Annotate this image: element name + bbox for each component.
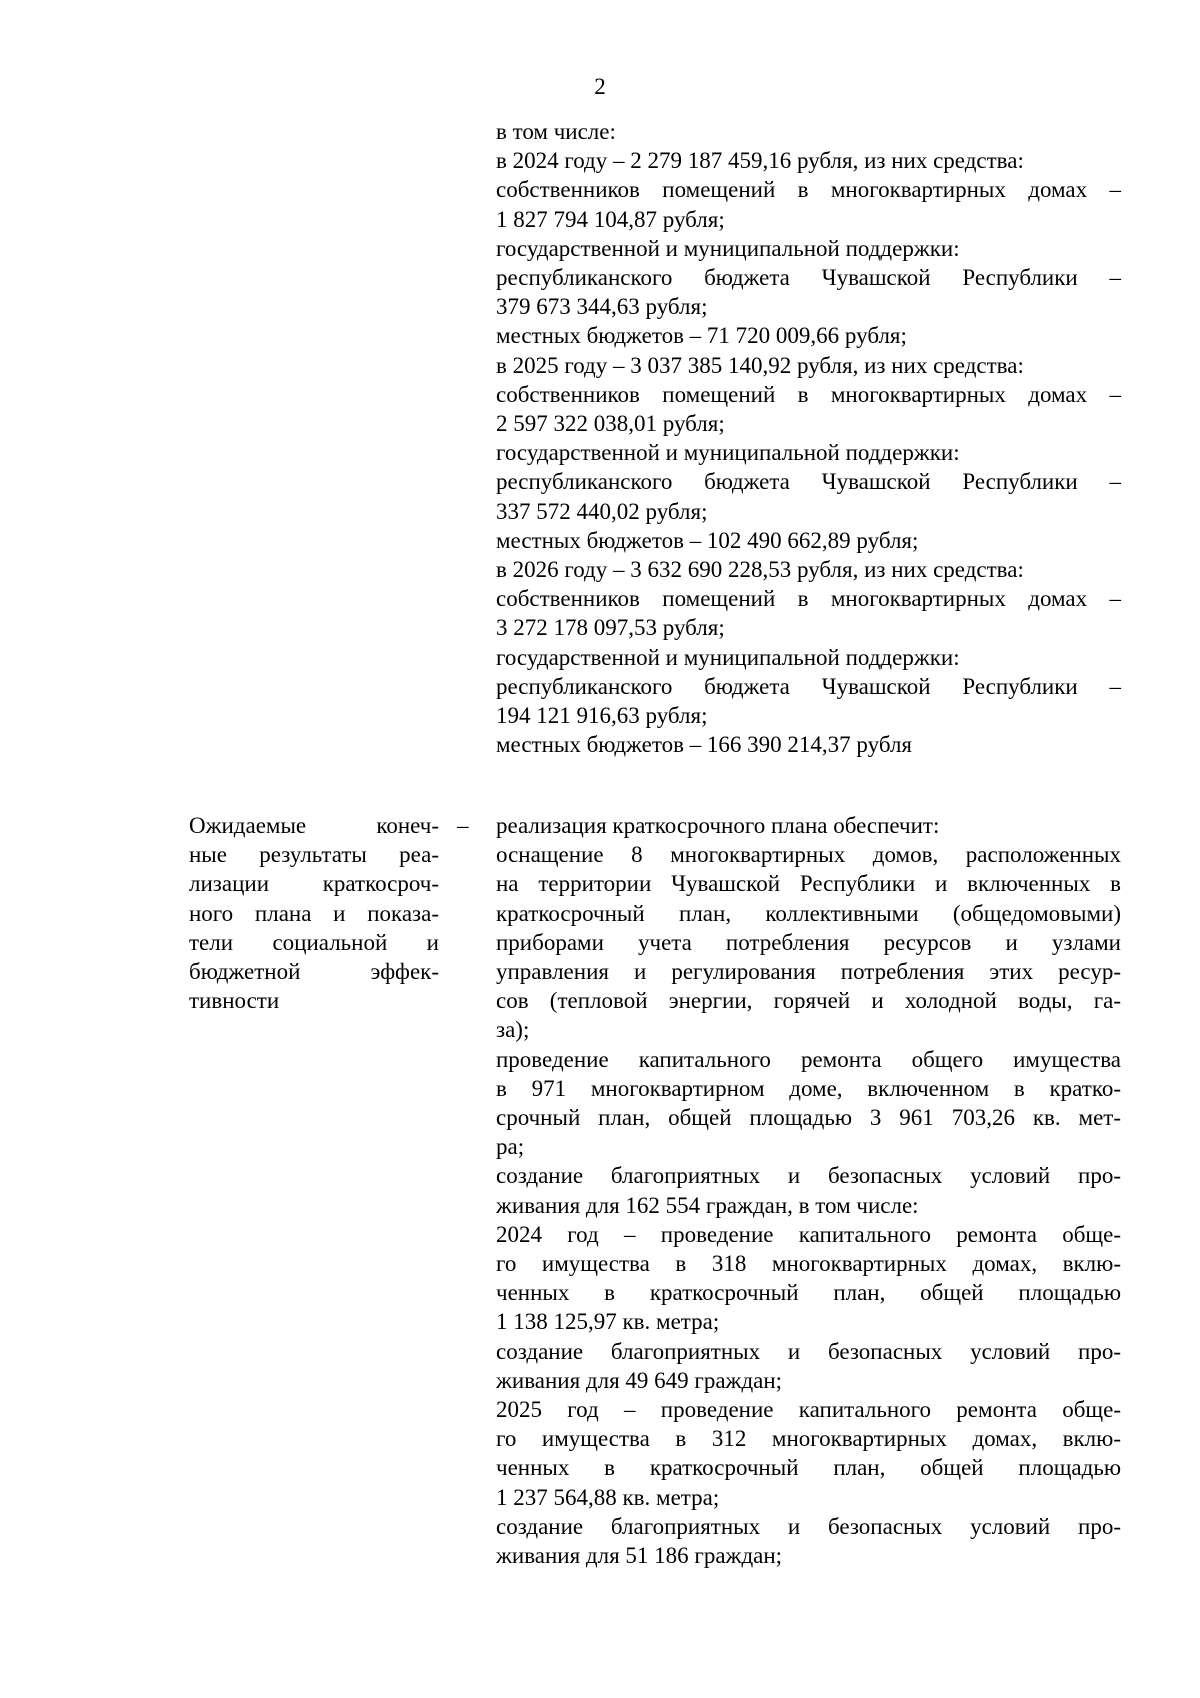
label-line: ные результаты реа- bbox=[189, 842, 439, 868]
funding-line: государственной и муниципальной поддержки: bbox=[496, 235, 960, 261]
results-section-label bbox=[189, 811, 439, 1015]
funding-line: республиканского бюджета Чувашской Республики – bbox=[496, 265, 1121, 291]
funding-line: собственников помещений в многоквартирных домах – bbox=[496, 177, 1121, 203]
page-number: 2 bbox=[594, 74, 606, 99]
funding-line: 379 673 344,63 рубля; bbox=[496, 294, 708, 320]
expected-results bbox=[496, 811, 1121, 1570]
funding-line: местных бюджетов – 102 490 662,89 рубля; bbox=[496, 527, 919, 553]
results-line: проведение капитального ремонта общего имущества bbox=[496, 1046, 1121, 1072]
funding-breakdown bbox=[496, 117, 1121, 759]
results-line: го имущества в 318 многоквартирных домах, вклю- bbox=[496, 1251, 1121, 1277]
results-line: 2024 год – проведение капитального ремонта обще- bbox=[496, 1221, 1121, 1247]
funding-line: собственников помещений в многоквартирных домах – bbox=[496, 586, 1121, 612]
funding-line: местных бюджетов – 166 390 214,37 рубля bbox=[496, 732, 913, 758]
results-line: управления и регулирования потребления этих ресур- bbox=[496, 959, 1121, 985]
funding-line: местных бюджетов – 71 720 009,66 рубля; bbox=[496, 323, 907, 349]
funding-line: в 2024 году – 2 279 187 459,16 рубля, из них средства: bbox=[496, 148, 1024, 174]
results-line: ра; bbox=[496, 1134, 525, 1160]
label-line: тели социальной и bbox=[189, 929, 439, 955]
label-dash: – bbox=[457, 813, 469, 838]
results-line: реализация краткосрочного плана обеспечит: bbox=[496, 813, 940, 838]
results-line: за); bbox=[496, 1017, 530, 1043]
label-line: бюджетной эффек- bbox=[189, 959, 439, 985]
funding-line: республиканского бюджета Чувашской Республики – bbox=[496, 673, 1121, 699]
funding-line: в 2025 году – 3 037 385 140,92 рубля, из них средства: bbox=[496, 352, 1024, 378]
results-line: на территории Чувашской Республики и включенных в bbox=[496, 871, 1121, 897]
results-line: живания для 49 649 граждан; bbox=[496, 1367, 783, 1393]
results-line: приборами учета потребления ресурсов и узлами bbox=[496, 929, 1121, 955]
results-line: 2025 год – проведение капитального ремонта обще- bbox=[496, 1397, 1121, 1423]
funding-line: в том числе: bbox=[496, 119, 616, 144]
results-line: 1 237 564,88 кв. метра; bbox=[496, 1484, 720, 1510]
results-line: срочный план, общей площадью 3 961 703,26 кв. мет- bbox=[496, 1105, 1121, 1131]
results-line: краткосрочный план, коллективными (общедомовыми) bbox=[496, 900, 1121, 926]
results-line: живания для 51 186 граждан; bbox=[496, 1543, 783, 1569]
results-line: ченных в краткосрочный план, общей площадью bbox=[496, 1280, 1121, 1306]
label-line: тивности bbox=[189, 988, 280, 1014]
results-line: 1 138 125,97 кв. метра; bbox=[496, 1309, 720, 1335]
results-line: создание благоприятных и безопасных условий про- bbox=[496, 1163, 1121, 1189]
funding-line: государственной и муниципальной поддержки: bbox=[496, 440, 960, 466]
label-line: лизации краткосроч- bbox=[189, 871, 439, 897]
funding-line: государственной и муниципальной поддержки: bbox=[496, 644, 960, 670]
results-line: живания для 162 554 граждан, в том числе: bbox=[496, 1192, 919, 1218]
funding-line: 3 272 178 097,53 рубля; bbox=[496, 615, 725, 641]
funding-line: собственников помещений в многоквартирных домах – bbox=[496, 381, 1121, 407]
funding-line: республиканского бюджета Чувашской Республики – bbox=[496, 469, 1121, 495]
funding-line: в 2026 году – 3 632 690 228,53 рубля, из них средства: bbox=[496, 557, 1024, 583]
label-line: Ожидаемые конеч- bbox=[189, 813, 439, 838]
results-line: оснащение 8 многоквартирных домов, расположенных bbox=[496, 842, 1121, 868]
funding-line: 1 827 794 104,87 рубля; bbox=[496, 206, 725, 232]
results-line: создание благоприятных и безопасных условий про- bbox=[496, 1513, 1121, 1539]
funding-line: 194 121 916,63 рубля; bbox=[496, 703, 708, 729]
funding-line: 337 572 440,02 рубля; bbox=[496, 498, 708, 524]
label-line: ного плана и показа- bbox=[189, 900, 439, 926]
results-line: в 971 многоквартирном доме, включенном в кратко- bbox=[496, 1075, 1121, 1101]
results-line: го имущества в 312 многоквартирных домах, вклю- bbox=[496, 1426, 1121, 1452]
results-line: ченных в краткосрочный план, общей площадью bbox=[496, 1455, 1121, 1481]
results-line: сов (тепловой энергии, горячей и холодной воды, га- bbox=[496, 988, 1121, 1014]
results-line: создание благоприятных и безопасных условий про- bbox=[496, 1338, 1121, 1364]
funding-line: 2 597 322 038,01 рубля; bbox=[496, 411, 725, 437]
